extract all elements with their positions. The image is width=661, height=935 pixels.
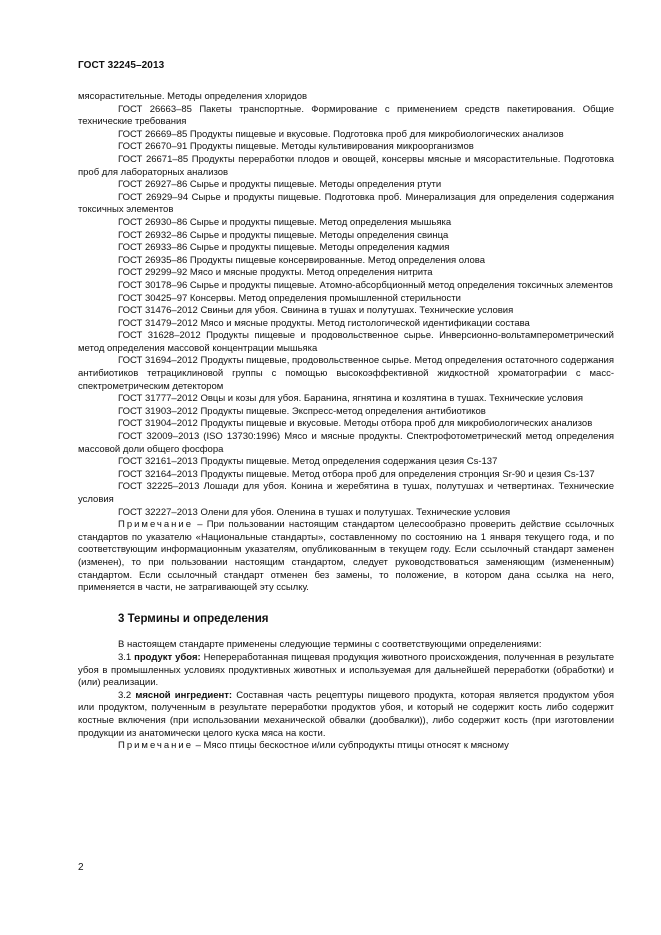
document-header: ГОСТ 32245–2013: [78, 60, 165, 71]
reference-item: ГОСТ 26932–86 Сырье и продукты пищевые. Методы определения свинца: [118, 229, 449, 241]
references-note: [78, 519, 614, 595]
document-body: [78, 91, 614, 753]
note-label: Примечание: [118, 740, 193, 752]
term-number: 3.1: [118, 651, 135, 663]
reference-item: ГОСТ 31476–2012 Свиньи для убоя. Свинина в тушах и полутушах. Технические условия: [118, 305, 514, 317]
reference-item: ГОСТ 32161–2013 Продукты пищевые. Метод определения содержания цезия Cs-137: [118, 456, 498, 468]
reference-item: ГОСТ 26927–86 Сырье и продукты пищевые. Методы определения ртути: [118, 179, 442, 191]
reference-item: ГОСТ 31694–2012 Продукты пищевые, продовольственное сырье. Метод определения остаточного содержания антибиотиков тетрациклиновой группы с помощью высокоэффективной жидкостной хроматографии с масс-спектрометрическим детектором: [78, 355, 614, 392]
reference-item: ГОСТ 30178–96 Сырье и продукты пищевые. Атомно-абсорбционный метод определения токсичных элементов: [118, 279, 613, 291]
page-number: 2: [78, 862, 84, 873]
term-3-1: [78, 652, 614, 690]
reference-item: ГОСТ 31628–2012 Продукты пищевые и продовольственное сырье. Инверсионно-вольтамперометрический метод определения массовой концентрации мышьяка: [78, 330, 614, 354]
reference-item: ГОСТ 26670–91 Продукты пищевые. Методы культивирования микроорганизмов: [118, 141, 474, 153]
reference-item: ГОСТ 31777–2012 Овцы и козы для убоя. Баранина, ягнятина и козлятина в тушах. Технические условия: [118, 393, 583, 405]
reference-item: ГОСТ 26929–94 Сырье и продукты пищевые. Подготовка проб. Минерализация для определения содержания токсичных элементов: [78, 191, 614, 216]
note-text: – При пользовании настоящим стандартом целесообразно проверить действие ссылочных стандартов по указателю «Национальные стандарты», составленному по состоянию на 1 января текущего года, и по соответствующим информационным указателям, опубликованным в текущем году. Если ссылочный стандарт заменен (изменен), то при пользовании настоящим стандартом, следует руководствоваться заменяющим (измененным) стандартом. Если ссылочный стандарт отменен без замены, то положение, в котором дана ссылка на него, применяется в части, не затрагивающей эту ссылку.: [78, 519, 614, 594]
reference-item: ГОСТ 31903–2012 Продукты пищевые. Экспресс-метод определения антибиотиков: [118, 405, 486, 417]
normative-references-list: [78, 91, 614, 519]
term-name: продукт убоя:: [134, 651, 201, 663]
term-3-2: [78, 690, 614, 740]
note-label: Примечание: [118, 519, 193, 531]
reference-item: ГОСТ 26935–86 Продукты пищевые консервированные. Метод определения олова: [118, 254, 486, 266]
reference-item: ГОСТ 32225–2013 Лошади для убоя. Конина и жеребятина в тушах, полутушах и четвертинах. Технические условия: [78, 481, 614, 505]
reference-item: ГОСТ 26663–85 Пакеты транспортные. Формирование с применением средств пакетирования. Общие технические требования: [78, 103, 614, 128]
term-definition: Непереработанная пищевая продукция животного происхождения, полученная в результате убоя в промышленных условиях продуктивных животных и используемая для дальнейшей переработки (обработки) и (или) реализации.: [78, 651, 614, 689]
reference-item: ГОСТ 26669–85 Продукты пищевые и вкусовые. Подготовка проб для микробиологических анализов: [118, 128, 564, 140]
reference-item: ГОСТ 30425–97 Консервы. Метод определения промышленной стерильности: [118, 292, 461, 304]
note-text: – Мясо птицы бескостное и/или субпродукты птицы относят к мясному: [193, 740, 509, 752]
term-note: [78, 740, 614, 753]
reference-item: ГОСТ 26930–86 Сырье и продукты пищевые. Метод определения мышьяка: [118, 216, 452, 228]
section-3-title: 3 Термины и определения: [118, 612, 269, 625]
reference-item: ГОСТ 31479–2012 Мясо и мясные продукты. Метод гистологической идентификации состава: [118, 317, 530, 329]
term-definition: Составная часть рецептуры пищевого продукта, которая является продуктом убоя или продуктом, полученным в результате переработки продуктов убоя, и который не содержит кость либо содержит костные включения (при использовании механической обвалки (дообвалки)), либо содержит кость (при изготовлении продукции из анатомически целого куска мяса на кости.: [78, 689, 614, 739]
reference-item: ГОСТ 32227–2013 Олени для убоя. Оленина в тушах и полутушах. Технические условия: [118, 506, 511, 518]
reference-item: ГОСТ 26671–85 Продукты переработки плодов и овощей, консервы мясные и мясорастительные. Подготовка проб для лабораторных анализов: [78, 153, 614, 178]
reference-item: ГОСТ 31904–2012 Продукты пищевые и вкусовые. Методы отбора проб для микробиологических анализов: [118, 418, 593, 430]
reference-item: ГОСТ 29299–92 Мясо и мясные продукты. Метод определения нитрита: [118, 267, 433, 279]
reference-item: ГОСТ 32009–2013 (ISO 13730:1996) Мясо и мясные продукты. Спектрофотометрический метод определения массовой доли общего фосфора: [78, 431, 614, 455]
term-name: мясной ингредиент:: [135, 689, 233, 701]
term-number: 3.2: [118, 689, 136, 701]
reference-item: ГОСТ 26933–86 Сырье и продукты пищевые. Методы определения кадмия: [118, 242, 450, 254]
reference-item: ГОСТ 32164–2013 Продукты пищевые. Метод отбора проб для определения стронция Sr-90 и цезия Cs-137: [118, 468, 595, 480]
section-3-intro: В настоящем стандарте применены следующие термины с соответствующими определениями:: [118, 639, 542, 651]
reference-item: мясорастительные. Методы определения хлоридов: [78, 91, 308, 102]
